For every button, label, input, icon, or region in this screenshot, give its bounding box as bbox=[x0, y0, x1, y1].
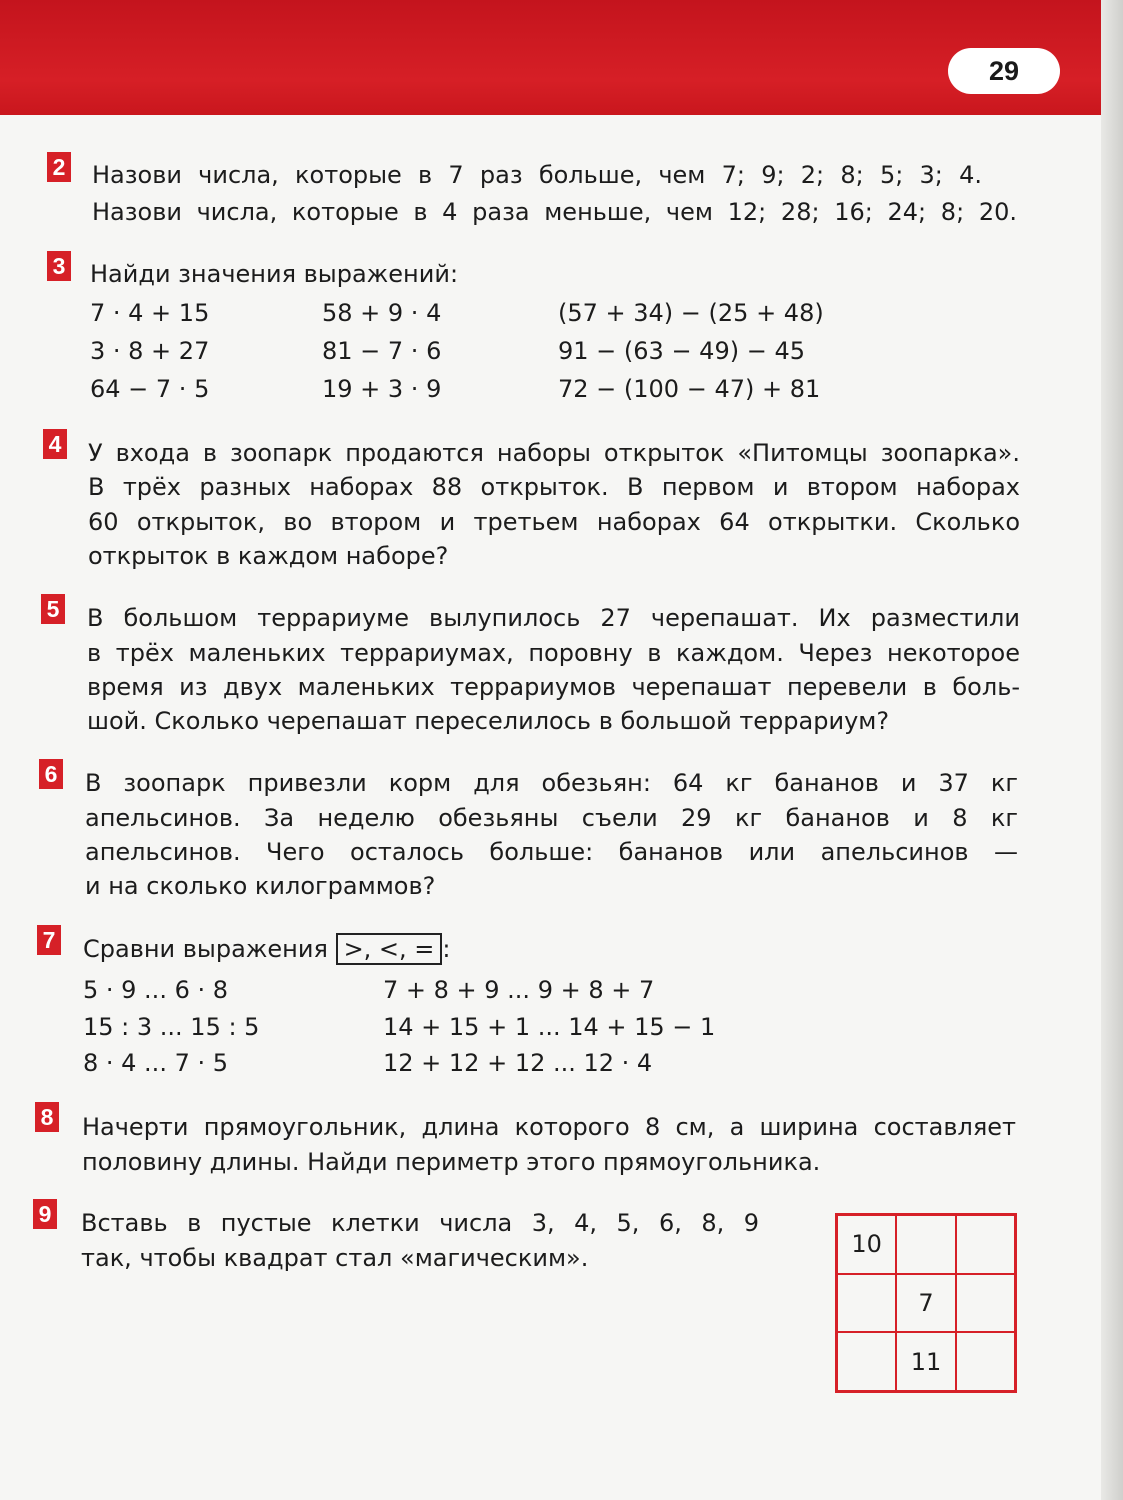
task-2-line-2: Назови числа, которые в 4 раза меньше, чем 12; 28; 16; 24; 8; 20. bbox=[92, 198, 1017, 226]
comparison: 8 · 4 ... 7 · 5 bbox=[83, 1049, 228, 1077]
task-4-line-4: открыток в каждом наборе? bbox=[88, 542, 449, 570]
task-number-2: 2 bbox=[47, 152, 71, 182]
magic-square-cell bbox=[956, 1274, 1015, 1333]
task-9-line-2: так, чтобы квадрат стал «магическим». bbox=[81, 1244, 589, 1272]
task-6-line-2: апельсинов. За неделю обезьяны съели 29 кг бананов и 8 кг bbox=[85, 804, 1018, 832]
task-8-line-2: половину длины. Найди периметр этого прямоугольника. bbox=[82, 1148, 821, 1176]
expression: 91 − (63 − 49) − 45 bbox=[558, 337, 805, 365]
expression: 64 − 7 · 5 bbox=[90, 375, 210, 403]
expression: (57 + 34) − (25 + 48) bbox=[558, 299, 824, 327]
task-8-line-1: Начерти прямоугольник, длина которого 8 см, а ширина составляет bbox=[82, 1113, 1016, 1141]
task-9-line-1: Вставь в пустые клетки числа 3, 4, 5, 6, 8, 9 bbox=[81, 1209, 759, 1237]
comparison: 12 + 12 + 12 ... 12 · 4 bbox=[383, 1049, 653, 1077]
task-4-line-3: 60 открыток, во втором и третьем наборах 64 открытки. Сколько bbox=[88, 508, 1020, 536]
task-2-line-1: Назови числа, которые в 7 раз больше, чем 7; 9; 2; 8; 5; 3; 4. bbox=[92, 161, 982, 189]
magic-square-cell bbox=[956, 1215, 1015, 1274]
expression: 72 − (100 − 47) + 81 bbox=[558, 375, 821, 403]
magic-square-cell bbox=[896, 1215, 955, 1274]
magic-square-cell bbox=[956, 1332, 1015, 1391]
task-number-5: 5 bbox=[41, 594, 65, 624]
task-7-title-line bbox=[83, 933, 451, 965]
comparison: 14 + 15 + 1 ... 14 + 15 − 1 bbox=[383, 1013, 716, 1041]
task-number-6: 6 bbox=[39, 759, 63, 789]
comparison: 7 + 8 + 9 ... 9 + 8 + 7 bbox=[383, 976, 655, 1004]
task-6-line-1: В зоопарк привезли корм для обезьян: 64 кг бананов и 37 кг bbox=[85, 769, 1018, 797]
magic-square-cell: 11 bbox=[896, 1332, 955, 1391]
task-number-7: 7 bbox=[37, 925, 61, 955]
task-3-title: Найди значения выражений: bbox=[90, 260, 459, 288]
expression: 3 · 8 + 27 bbox=[90, 337, 210, 365]
task-6-line-3: апельсинов. Чего осталось больше: бананов или апельсинов — bbox=[85, 838, 1018, 866]
page-number: 29 bbox=[948, 48, 1060, 94]
expression: 7 · 4 + 15 bbox=[90, 299, 210, 327]
comparison: 15 : 3 ... 15 : 5 bbox=[83, 1013, 260, 1041]
task-number-4: 4 bbox=[43, 429, 67, 459]
task-number-3: 3 bbox=[47, 251, 71, 281]
task-number-9: 9 bbox=[33, 1199, 57, 1229]
task-5-line-2: в трёх маленьких террариумах, поровну в каждом. Через некоторое bbox=[87, 639, 1020, 667]
expression: 58 + 9 · 4 bbox=[322, 299, 442, 327]
task-5-line-1: В большом террариуме вылупилось 27 черепашат. Их разместили bbox=[87, 604, 1020, 632]
expression: 19 + 3 · 9 bbox=[322, 375, 442, 403]
task-6-line-4: и на сколько килограммов? bbox=[85, 872, 436, 900]
task-4-line-2: В трёх разных наборах 88 открыток. В первом и втором наборах bbox=[88, 473, 1020, 501]
task-5-line-3: время из двух маленьких террариумов черепашат перевели в боль- bbox=[87, 673, 1020, 701]
magic-square-cell: 7 bbox=[896, 1274, 955, 1333]
task-number-8: 8 bbox=[35, 1102, 59, 1132]
magic-square bbox=[835, 1213, 1017, 1393]
task-5-line-4: шой. Сколько черепашат переселилось в большой террариум? bbox=[87, 707, 890, 735]
magic-square-cell bbox=[837, 1332, 896, 1391]
page-edge bbox=[1101, 0, 1123, 1500]
magic-square-cell: 10 bbox=[837, 1215, 896, 1274]
task-7-colon: : bbox=[442, 935, 451, 963]
comparison-signs-box: >, <, = bbox=[336, 933, 443, 965]
task-7-title: Сравни выражения bbox=[83, 935, 328, 963]
task-4-line-1: У входа в зоопарк продаются наборы открыток «Питомцы зоопарка». bbox=[88, 439, 1020, 467]
comparison: 5 · 9 ... 6 · 8 bbox=[83, 976, 228, 1004]
expression: 81 − 7 · 6 bbox=[322, 337, 442, 365]
magic-square-cell bbox=[837, 1274, 896, 1333]
